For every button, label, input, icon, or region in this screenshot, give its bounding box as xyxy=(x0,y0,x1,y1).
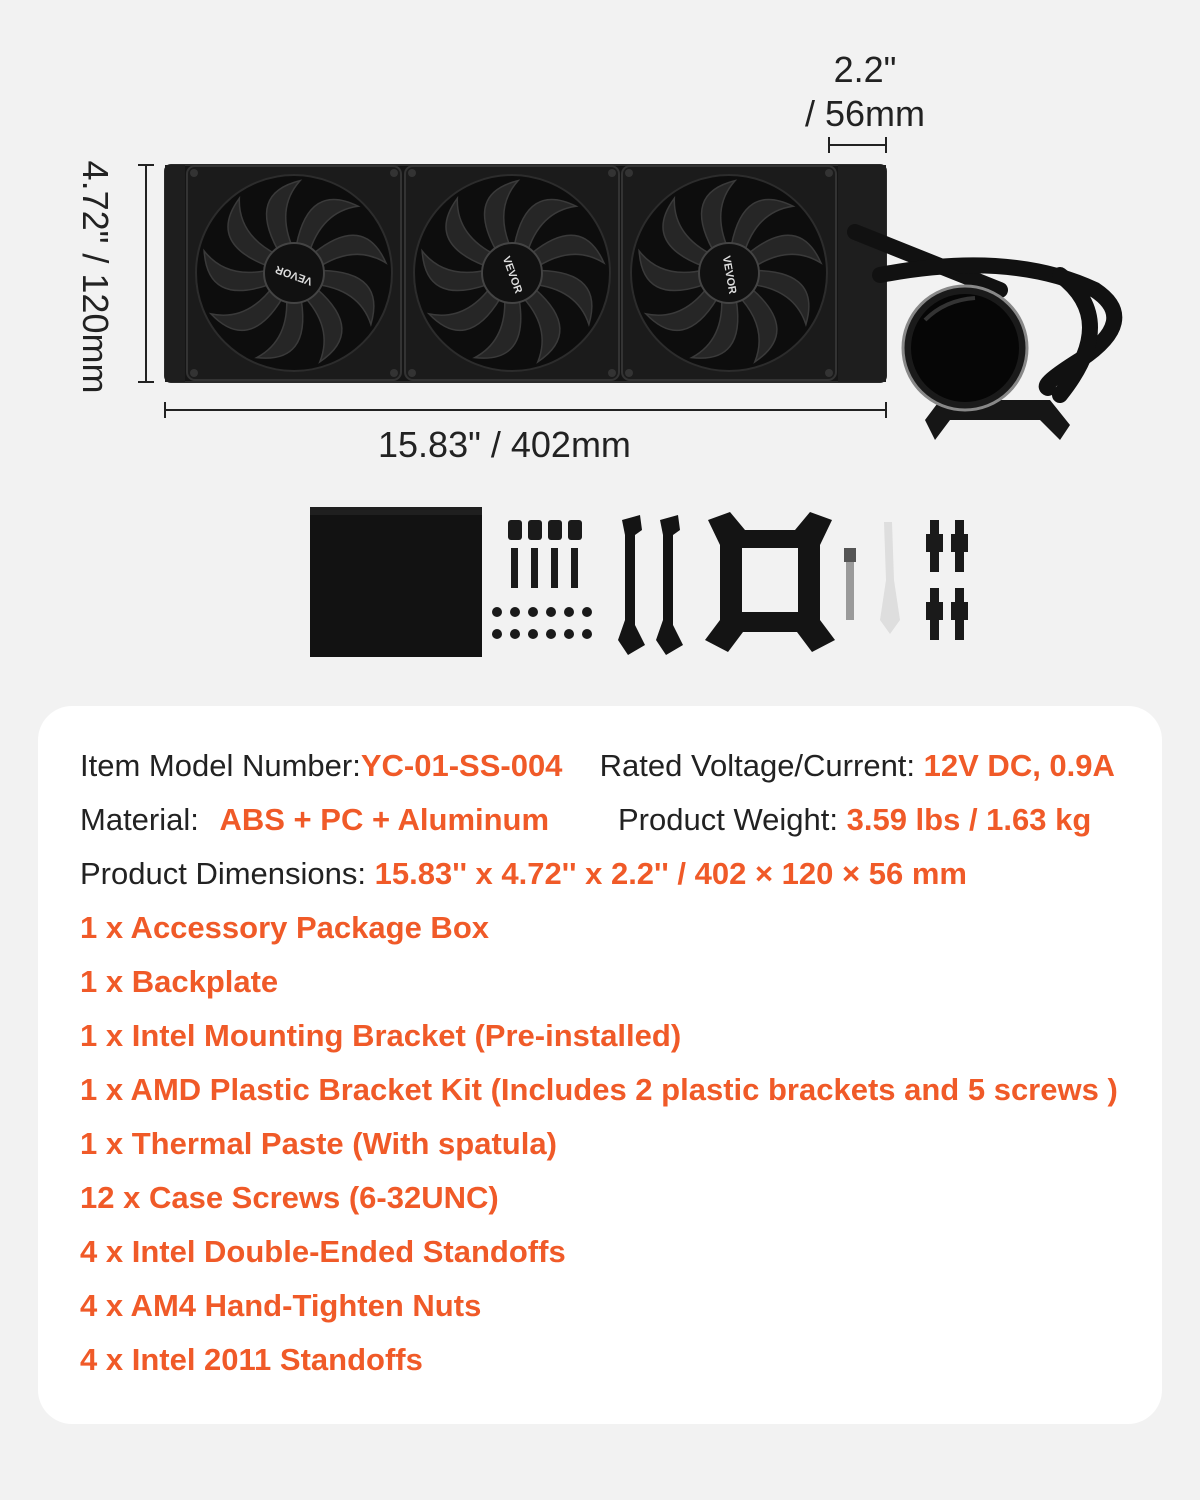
dimensions-value: 15.83'' x 4.72'' x 2.2'' / 402 × 120 × 56 mm xyxy=(374,856,967,891)
depth-dimension-label xyxy=(800,48,930,136)
package-item: 4 x Intel Double-Ended Standoffs xyxy=(80,1234,566,1269)
backplate xyxy=(705,512,835,652)
nuts-and-standoffs xyxy=(508,520,582,588)
accessory-box xyxy=(310,507,482,657)
package-item: 1 x Intel Mounting Bracket (Pre-installed) xyxy=(80,1018,682,1053)
accessories xyxy=(310,507,968,657)
depth-inches: 2.2" xyxy=(833,49,897,90)
depth-mm: / 56mm xyxy=(804,93,926,134)
case-screws xyxy=(492,607,592,639)
weight-value: 3.59 lbs / 1.63 kg xyxy=(846,802,1092,837)
spec-row-material-weight xyxy=(80,802,549,838)
dimensions-label: Product Dimensions: xyxy=(80,856,375,891)
spatula xyxy=(880,522,900,634)
voltage-value: 12V DC, 0.9A xyxy=(923,748,1115,783)
spec-card xyxy=(38,706,1162,1424)
package-item: 1 x Accessory Package Box xyxy=(80,910,489,945)
spec-row-weight xyxy=(618,802,1091,838)
material-label: Material: xyxy=(80,802,208,837)
fan-1-logo: VEVOR xyxy=(273,262,315,288)
package-item: 1 x Backplate xyxy=(80,964,279,999)
voltage-label: Rated Voltage/Current: xyxy=(599,748,924,783)
package-item: 1 x AMD Plastic Bracket Kit (Includes 2 plastic brackets and 5 screws ) xyxy=(80,1072,1118,1107)
package-item: 4 x AM4 Hand-Tighten Nuts xyxy=(80,1288,482,1323)
amd-brackets xyxy=(618,515,683,655)
package-item: 1 x Thermal Paste (With spatula) xyxy=(80,1126,557,1161)
package-item: 12 x Case Screws (6-32UNC) xyxy=(80,1180,499,1215)
fan-3-logo: VEVOR xyxy=(719,254,739,296)
weight-label: Product Weight: xyxy=(618,802,847,837)
height-dimension-label: 4.72" / 120mm xyxy=(75,160,116,394)
spec-row-model-voltage xyxy=(80,748,1115,784)
fan-2-logo: VEVOR xyxy=(499,254,525,296)
thermal-paste xyxy=(844,548,856,620)
model-label: Item Model Number: xyxy=(80,748,361,783)
material-value: ABS + PC + Aluminum xyxy=(219,802,550,837)
intel-standoffs xyxy=(926,520,968,640)
model-value: YC-01-SS-004 xyxy=(360,748,563,783)
pump-head xyxy=(903,286,1070,440)
width-dimension-label: 15.83" / 402mm xyxy=(378,424,631,465)
package-item: 4 x Intel 2011 Standoffs xyxy=(80,1342,423,1377)
spec-row-dimensions xyxy=(80,856,967,892)
